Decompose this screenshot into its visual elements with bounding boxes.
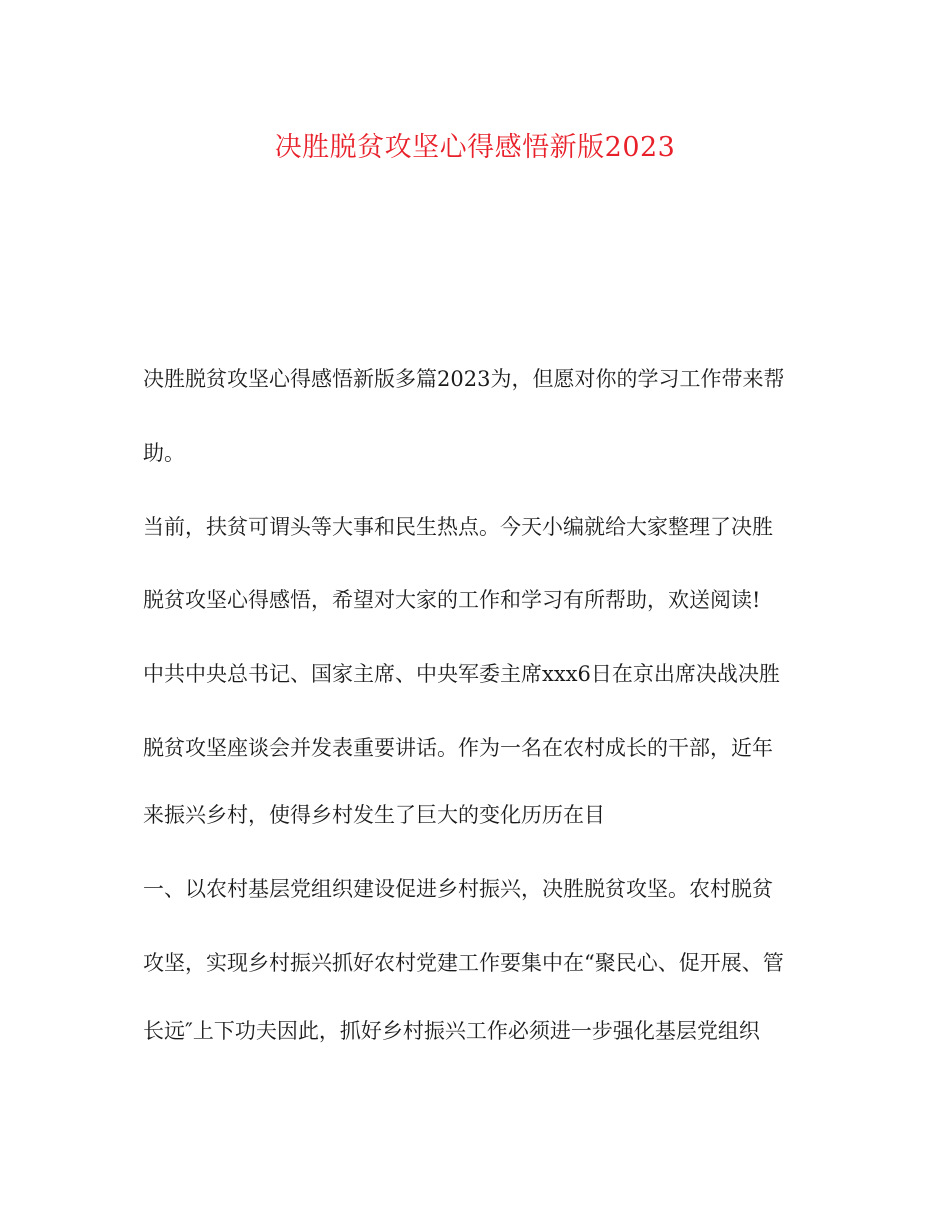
- body-line-1: 决胜脱贫攻坚心得感悟新版多篇2023为，但愿对你的学习工作带来帮: [143, 367, 785, 391]
- body-line-2: 助。: [143, 441, 185, 465]
- body-line-8: 一、以农村基层党组织建设促进乡村振兴，决胜脱贫攻坚。农村脱贫: [143, 877, 773, 901]
- body-line-10: 长远″上下功夫因此，抓好乡村振兴工作必须进一步强化基层党组织: [143, 1019, 760, 1043]
- body-line-5: 中共中央总书记、国家主席、中央军委主席xxx6日在京出席决战决胜: [143, 662, 780, 686]
- body-line-3: 当前，扶贫可谓头等大事和民生热点。今天小编就给大家整理了决胜: [143, 515, 773, 539]
- body-line-4: 脱贫攻坚心得感悟，希望对大家的工作和学习有所帮助，欢送阅读!: [143, 588, 761, 612]
- body-line-6: 脱贫攻坚座谈会并发表重要讲话。作为一名在农村成长的干部，近年: [143, 736, 773, 760]
- body-line-7: 来振兴乡村，使得乡村发生了巨大的变化历历在目: [143, 803, 605, 827]
- document-title: 决胜脱贫攻坚心得感悟新版2023: [274, 132, 676, 163]
- body-line-9: 攻坚，实现乡村振兴抓好农村党建工作要集中在“聚民心、促开展、管: [143, 951, 784, 975]
